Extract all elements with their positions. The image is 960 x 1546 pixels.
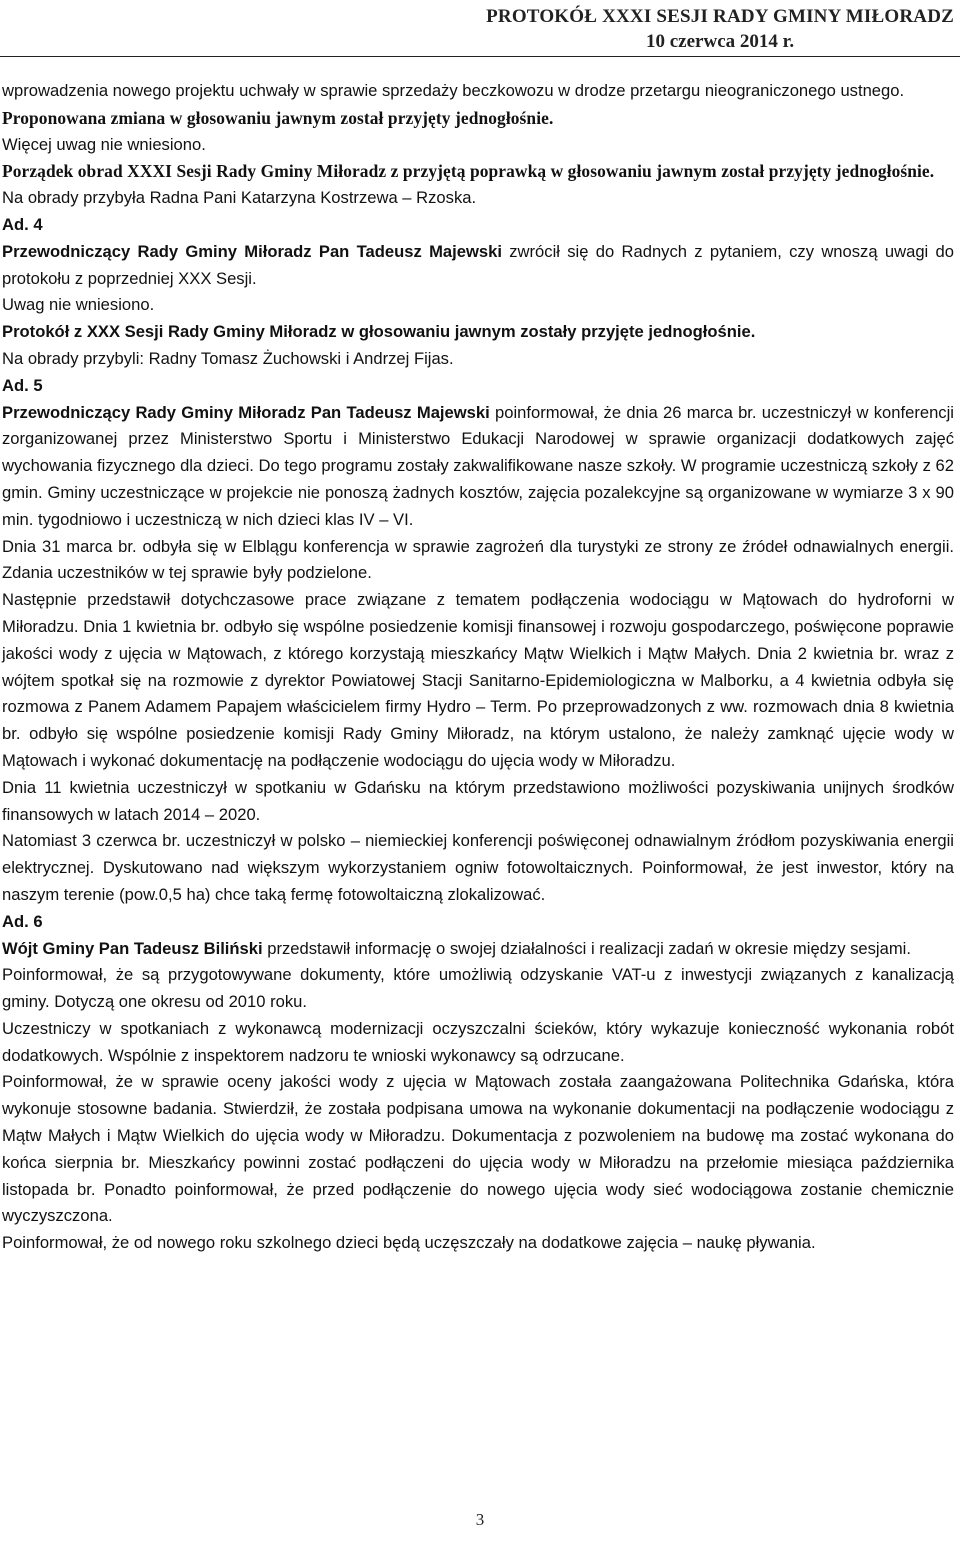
paragraph-text: Następnie przedstawił dotychczasowe prace związane z tematem podłączenia wodociągu w Mątowach do hydroforni w Miłoradzu. Dnia 1 kwietnia br. odbyło się wspólne posiedzenie komisji finansowej i rozwoju gospodarczego, poświęcone poprawie jakości wody z ujęcia w Mątowach, z którego korzystają mieszkańcy Mątw Wielkich i Mątw Małych. Dnia 2 kwietnia br. wraz z wójtem spotkał się na rozmowie z dyrektor Powiatowej Stacji Sanitarno-Epidemiologiczna w Malborku, a 4 kwietnia odbyła się rozmowa z Panem Adamem Papajem właścicielem firmy Hydro – Term. Po przeprowadzonych z ww. rozmowach dnia 8 kwietnia br. odbyło się wspólne posiedzenie komisji Rady Gminy Miłoradz, na którym ustalono, że należy zamknąć ujęcie wody w Mątowach i wykonać dokumentację na podłączenie wodociągu do ujęcia wody w Miłoradzu. bbox=[2, 590, 954, 770]
paragraph bbox=[2, 587, 954, 775]
paragraph-text: Więcej uwag nie wniesiono. bbox=[2, 134, 206, 154]
section-heading bbox=[2, 373, 954, 400]
paragraph-text: poinformował, że dnia 26 marca br. uczestniczył w konferencji zorganizowanej przez Ministerstwo Sportu i Ministerstwo Edukacji Narodowej w sprawie organizacji dodatkowych zajęć wychowania fizycznego dla dzieci. Do tego programu zostały zakwalifikowane nasze szkoły. W programie uczestniczą szkoły z 62 gmin. Gminy uczestniczące w projekcie nie ponoszą żadnych kosztów, zajęcia pozalekcyjne są organizowane w wymiarze 3 x 90 min. tygodniowo i uczestniczą w nich dzieci klas IV – VI. bbox=[2, 402, 954, 529]
paragraph bbox=[2, 775, 954, 829]
paragraph-bold: Ad. 6 bbox=[2, 911, 43, 931]
paragraph bbox=[2, 1016, 954, 1070]
paragraph bbox=[2, 1230, 954, 1257]
paragraph-bold: Ad. 4 bbox=[2, 214, 43, 234]
paragraph bbox=[2, 828, 954, 908]
paragraph bbox=[2, 292, 954, 319]
document-body bbox=[2, 78, 954, 1257]
header-date: 10 czerwca 2014 r. bbox=[646, 31, 795, 52]
paragraph-text: Uczestniczy w spotkaniach z wykonawcą modernizacji oczyszczalni ścieków, który wykazuje konieczność wykonania robót dodatkowych. Wspólnie z inspektorem nadzoru te wnioski wykonawcy są odrzucane. bbox=[2, 1018, 954, 1065]
paragraph bbox=[2, 78, 954, 105]
page-number: 3 bbox=[475, 1510, 485, 1529]
paragraph-text: Dnia 11 kwietnia uczestniczył w spotkaniu w Gdańsku na którym przedstawiono możliwości pozyskiwania unijnych środków finansowych w latach 2014 – 2020. bbox=[2, 777, 954, 824]
paragraph-text: Na obrady przybyła Radna Pani Katarzyna Kostrzewa – Rzoska. bbox=[2, 188, 477, 208]
paragraph bbox=[2, 400, 954, 534]
paragraph-bold: Protokół z XXX Sesji Rady Gminy Miłoradz w głosowaniu jawnym zostały przyjęte jednogłośnie. bbox=[2, 322, 756, 342]
paragraph-bold: Przewodniczący Rady Gminy Miłoradz Pan Tadeusz Majewski bbox=[2, 402, 490, 422]
paragraph bbox=[2, 936, 954, 963]
paragraph bbox=[2, 185, 954, 212]
paragraph-text: Poinformował, że w sprawie oceny jakości wody z ujęcia w Mątowach została zaangażowana Politechnika Gdańska, która wykonuje stosowne badania. Stwierdził, że została podpisana umowa na wykonanie dokumentacji na podłączenie wodociągu z Mątw Małych i Mątw Wielkich do ujęcia wody w Miłoradzu. Dokumentacja z pozwoleniem na budowę ma zostać wykonana do końca sierpnia br. Mieszkańcy powinni zostać podłączeni do ujęcia wody w Miłoradzu na przełomie miesiąca października listopada br. Ponadto poinformował, że przed podłączenie do nowego ujęcia wody sieć wodociągowa zostanie chemicznie wyczyszczona. bbox=[2, 1072, 954, 1226]
paragraph bbox=[2, 962, 954, 1016]
paragraph-text: Uwag nie wniesiono. bbox=[2, 295, 155, 315]
section-heading bbox=[2, 909, 954, 936]
paragraph bbox=[2, 534, 954, 588]
paragraph-bold: Proponowana zmiana w głosowaniu jawnym został przyjęty jednogłośnie. bbox=[2, 107, 554, 128]
paragraph-bold: Przewodniczący Rady Gminy Miłoradz Pan Tadeusz Majewski bbox=[2, 241, 502, 261]
header-title: PROTOKÓŁ XXXI SESJI RADY GMINY MIŁORADZ bbox=[486, 6, 954, 27]
paragraph-text: zwrócił się do Radnych z pytaniem, czy wnoszą uwagi do protokołu z poprzedniej XXX Sesji. bbox=[2, 241, 954, 288]
paragraph bbox=[2, 105, 954, 132]
paragraph-text: przedstawił informację o swojej działalności i realizacji zadań w okresie między sesjami. bbox=[262, 938, 911, 958]
paragraph-text: Poinformował, że od nowego roku szkolnego dzieci będą uczęszczały na dodatkowe zajęcia – naukę pływania. bbox=[2, 1233, 816, 1253]
section-heading bbox=[2, 212, 954, 239]
paragraph-text: wprowadzenia nowego projektu uchwały w sprawie sprzedaży beczkowozu w drodze przetargu nieograniczonego ustnego. bbox=[2, 81, 905, 100]
paragraph bbox=[2, 239, 954, 293]
paragraph bbox=[2, 1069, 954, 1230]
running-header bbox=[486, 4, 954, 54]
paragraph-text: Na obrady przybyli: Radny Tomasz Żuchowski i Andrzej Fijas. bbox=[2, 348, 454, 368]
paragraph-text: Dnia 31 marca br. odbyła się w Elblągu konferencja w sprawie zagrożeń dla turystyki ze strony ze źródeł odnawialnych energii. Zdania uczestników w tej sprawie były podzielone. bbox=[2, 536, 954, 583]
paragraph bbox=[2, 158, 954, 185]
paragraph-bold: Porządek obrad XXXI Sesji Rady Gminy Miłoradz z przyjętą poprawką w głosowaniu jawnym został przyjęty jednogłośnie. bbox=[2, 161, 935, 182]
paragraph-bold: Wójt Gminy Pan Tadeusz Biliński bbox=[2, 938, 263, 958]
paragraph bbox=[2, 132, 954, 159]
paragraph-bold: Ad. 5 bbox=[2, 375, 43, 395]
paragraph-text: Natomiast 3 czerwca br. uczestniczył w polsko – niemieckiej konferencji poświęconej odnawialnym źródłom pozyskiwania energii elektrycznej. Dyskutowano nad większym wykorzystaniem ogniw fotowoltaicznych. Poinformował, że jest inwestor, który na naszym terenie (pow.0,5 ha) chce taką fermę fotowoltaiczną zlokalizować. bbox=[2, 831, 954, 904]
header-rule bbox=[0, 56, 960, 57]
paragraph bbox=[2, 346, 954, 373]
paragraph-text: Poinformował, że są przygotowywane dokumenty, które umożliwią odzyskanie VAT-u z inwestycji związanych z kanalizacją gminy. Dotyczą one okresu od 2010 roku. bbox=[2, 965, 954, 1012]
paragraph bbox=[2, 319, 954, 346]
